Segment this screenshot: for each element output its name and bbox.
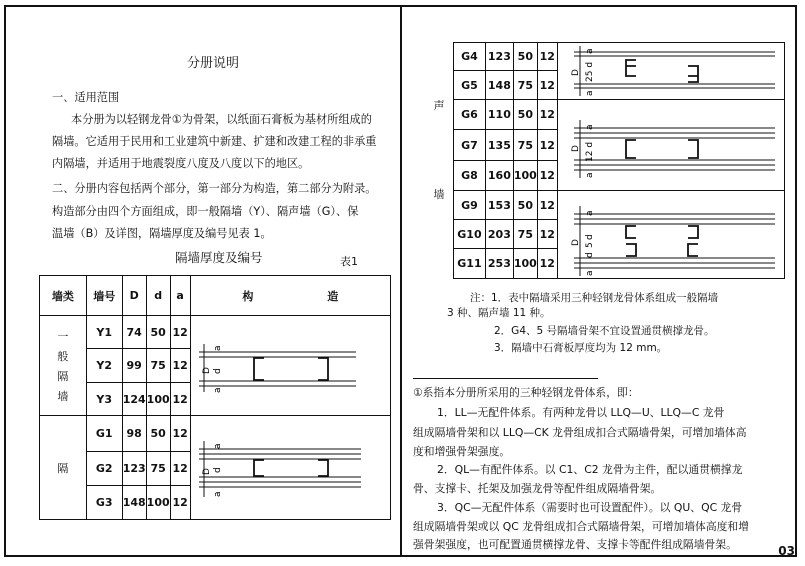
footnote-rule xyxy=(413,378,598,379)
dim-d-1: d xyxy=(585,234,595,240)
row-D: 110 xyxy=(485,100,513,130)
row-d: 50 xyxy=(513,43,537,71)
row-D: 123 xyxy=(122,452,146,486)
note-line4: 3．隔墙中石膏板厚度均为 12 mm。 xyxy=(494,342,668,354)
wall-section-diagram-g9-11 xyxy=(560,204,782,278)
row-d: 100 xyxy=(146,486,170,520)
row-a: 12 xyxy=(170,416,190,452)
dim-a-bottom: a xyxy=(585,172,595,178)
row-a: 12 xyxy=(537,100,557,130)
footnote-line1: ①系指本分册所采用的三种轻钢龙骨体系，即： xyxy=(413,386,639,399)
footnote-line9: 强骨架强度，也可配置通贯横撑龙骨、支撑卡等配件组成隔墙骨架。 xyxy=(413,538,737,551)
row-d: 50 xyxy=(513,100,537,130)
row-id: G4 xyxy=(454,43,486,71)
row-d: 50 xyxy=(146,416,170,452)
header-construction-1: 构 xyxy=(242,289,254,303)
table-label: 表1 xyxy=(340,255,358,268)
row-a: 12 xyxy=(537,161,557,191)
row-a: 12 xyxy=(170,486,190,520)
dim-5: 5 xyxy=(585,242,595,248)
note-line1: 注：1．表中隔墙采用三种轻钢龙骨体系组成一般隔墙 xyxy=(470,292,719,304)
wall-section-diagram-g4-5 xyxy=(560,44,782,98)
group-acoustic-label: 隔 xyxy=(40,416,87,520)
row-id: Y1 xyxy=(86,316,122,349)
header-D: D xyxy=(122,276,146,316)
footnote-line7: 3．QC—无配件体系（需要时也可设置配件）。以 QU、QC 龙骨 xyxy=(437,501,743,514)
dim-12d: 12 d xyxy=(585,141,595,162)
row-d: 50 xyxy=(146,316,170,349)
dim-d: d xyxy=(213,467,223,473)
wall-section-diagram-g xyxy=(196,437,371,501)
row-id: G9 xyxy=(454,191,486,220)
group1-char1: 一 xyxy=(57,329,69,343)
dim-a-top: a xyxy=(213,345,223,351)
group1-char4: 墙 xyxy=(57,389,69,403)
group-label-char2: 墙 xyxy=(433,188,445,201)
row-a: 12 xyxy=(170,383,190,416)
para1-line1: 本分册为以轻钢龙骨①为骨架，以纸面石膏板为基材所组成的 xyxy=(71,113,372,126)
group1-char2: 般 xyxy=(57,349,69,363)
header-wall-type: 墙类 xyxy=(40,276,87,316)
row-D: 98 xyxy=(122,416,146,452)
footnote-line6: 骨、支撑卡、托架及加强龙骨等配件组成隔墙骨架。 xyxy=(413,482,662,495)
row-D: 74 xyxy=(122,316,146,349)
center-divider xyxy=(400,5,402,555)
row-d: 50 xyxy=(513,191,537,220)
page-number: 03 xyxy=(778,544,795,558)
row-id: G3 xyxy=(86,486,122,520)
row-id: G6 xyxy=(454,100,486,130)
dim-a-top: a xyxy=(213,443,223,449)
section1-heading: 一、适用范围 xyxy=(52,91,120,104)
row-id: G5 xyxy=(454,71,486,100)
row-id: G8 xyxy=(454,161,486,191)
dim-25d: 25 d xyxy=(585,61,595,82)
row-a: 12 xyxy=(170,452,190,486)
row-a: 12 xyxy=(537,71,557,100)
dim-D: D xyxy=(202,367,212,374)
row-id: G11 xyxy=(454,249,486,279)
row-D: 135 xyxy=(485,130,513,161)
footnote-line2: 1．LL—无配件体系。有两种龙骨以 LLQ—U、LLQ—C 龙骨 xyxy=(437,406,725,419)
row-d: 100 xyxy=(513,249,537,279)
group-label-char1: 声 xyxy=(433,99,445,112)
row-D: 124 xyxy=(122,383,146,416)
dim-D: D xyxy=(571,239,581,246)
dim-a-bottom: a xyxy=(585,270,595,276)
dim-D: D xyxy=(571,69,581,76)
row-id: G7 xyxy=(454,130,486,161)
row-D: 203 xyxy=(485,220,513,249)
section2-line2: 构造部分由四个方面组成，即一般隔墙（Y）、隔声墙（G）、保 xyxy=(52,205,359,218)
dim-d: d xyxy=(213,368,223,374)
dim-a: a xyxy=(585,124,595,130)
row-id: Y2 xyxy=(86,349,122,383)
row-a: 12 xyxy=(537,220,557,249)
header-construction-2: 造 xyxy=(327,289,339,303)
footnote-line4: 度和增强骨架强度。 xyxy=(413,445,511,458)
header-a: a xyxy=(170,276,190,316)
dim-D: D xyxy=(571,145,581,152)
dim-a: a xyxy=(585,48,595,54)
row-d: 75 xyxy=(146,452,170,486)
table-title: 隔墙厚度及编号 xyxy=(175,250,263,265)
dim-a: a xyxy=(585,210,595,216)
section2-line3: 温墙（B）及详图，隔墙厚度及编号见表 1。 xyxy=(52,227,272,240)
dim-a-bottom: a xyxy=(213,491,223,497)
table-header-row xyxy=(40,276,391,316)
row-a: 12 xyxy=(537,191,557,220)
row-a: 12 xyxy=(537,43,557,71)
row-d: 75 xyxy=(513,130,537,161)
row-a: 12 xyxy=(537,130,557,161)
row-d: 100 xyxy=(146,383,170,416)
header-construction xyxy=(190,276,390,316)
row-D: 99 xyxy=(122,349,146,383)
page-title: 分册说明 xyxy=(187,56,240,71)
row-D: 153 xyxy=(485,191,513,220)
header-d: d xyxy=(146,276,170,316)
row-id: G2 xyxy=(86,452,122,486)
wall-section-diagram-y xyxy=(196,338,366,398)
row-a: 12 xyxy=(170,349,190,383)
wall-section-diagram-g6-8 xyxy=(560,118,782,180)
note-line3: 2．G4、5 号隔墙骨架不宜设置通贯横撑龙骨。 xyxy=(494,325,715,337)
row-d: 75 xyxy=(146,349,170,383)
para1-line3: 内隔墙，并适用于地震裂度八度及八度以下的地区。 xyxy=(52,157,310,170)
row-D: 148 xyxy=(122,486,146,520)
dim-a-bottom: a xyxy=(213,387,223,393)
row-D: 253 xyxy=(485,249,513,279)
note-line2: 3 种、隔声墙 11 种。 xyxy=(447,307,551,319)
group1-char3: 隔 xyxy=(57,369,69,383)
row-a: 12 xyxy=(170,316,190,349)
footnote-line8: 组成隔墙骨架或以 QC 龙骨组成扣合式隔墙骨架，可增加墙体高度和增 xyxy=(413,520,750,533)
row-D: 160 xyxy=(485,161,513,191)
dim-D: D xyxy=(202,468,212,475)
row-d: 75 xyxy=(513,71,537,100)
row-d: 100 xyxy=(513,161,537,191)
row-D: 148 xyxy=(485,71,513,100)
header-wall-no: 墙号 xyxy=(86,276,122,316)
dim-d-2: d xyxy=(585,252,595,258)
row-id: Y3 xyxy=(86,383,122,416)
group-general-label xyxy=(40,316,87,416)
footnote-line5: 2．QL—有配件体系。以 C1、C2 龙骨为主件，配以通贯横撑龙 xyxy=(437,463,743,476)
dim-a-bottom: a xyxy=(585,90,595,96)
section2-line1: 二、分册内容包括两个部分，第一部分为构造，第二部分为附录。 xyxy=(52,182,377,195)
row-D: 123 xyxy=(485,43,513,71)
footnote-line3: 组成隔墙骨架和以 LLQ—CK 龙骨组成扣合式隔墙骨架，可增加墙体高 xyxy=(413,426,747,439)
row-a: 12 xyxy=(537,249,557,279)
row-id: G1 xyxy=(86,416,122,452)
row-d: 75 xyxy=(513,220,537,249)
row-id: G10 xyxy=(454,220,486,249)
para1-line2: 隔墙。它适用于民用和工业建筑中新建、扩建和改建工程的非承重 xyxy=(52,135,377,148)
